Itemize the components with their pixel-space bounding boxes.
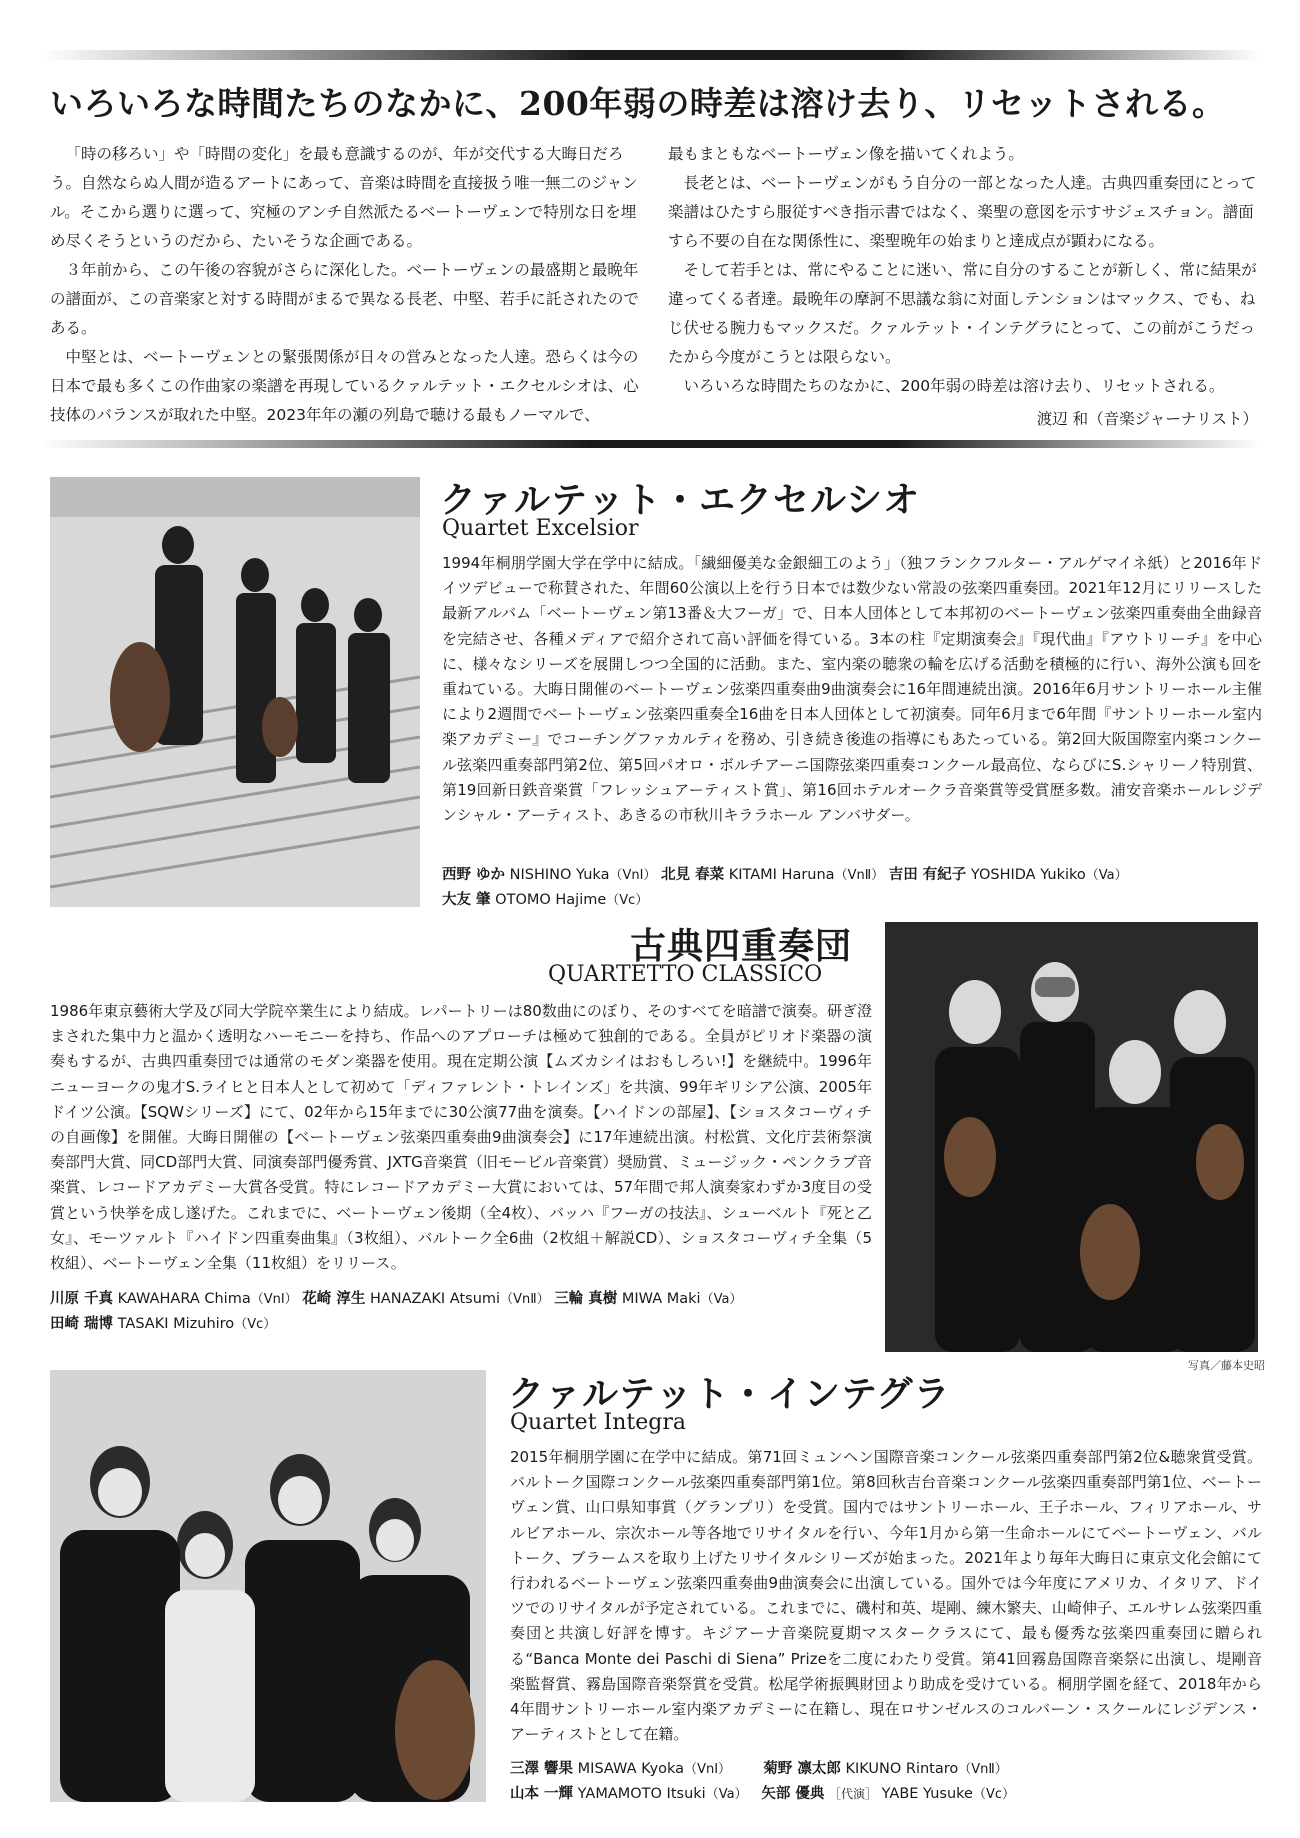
essay-paragraph: 長老とは、ベートーヴェンがもう自分の一部となった人達。古典四重奏団にとって楽譜はひたすら服従すべき指示書ではなく、楽聖の意図を示すサジェスチョン。譜面すら不要の自在な関係性に、楽聖晩年の始まりと達成点が顕わになる。 bbox=[668, 174, 1257, 250]
essay-paragraph: 「時の移ろい」や「時間の変化」を最も意識するのが、年が交代する大晦日だろう。自然ならぬ人間が造るアートにあって、音楽は時間を直接扱う唯一無二のジャンル。そこから選りに選って、究極のアンチ自然派たるベートーヴェンで特別な日を埋め尽くそうというのだから、たいそうな企画である。 bbox=[50, 145, 638, 250]
member: 大友 肇 OTOMO Hajime（Vc） bbox=[442, 892, 649, 908]
excelsior-bio: 1994年桐朋学園大学在学中に結成。「繊細優美な金銀細工のよう」（独フランクフルター・アルゲマイネ紙）と2016年ドイツデビューで称賛された、年間60公演以上を行う日本では数少ない常設の弦楽四重奏団。2021年12月にリリースした最新アルバム「ベートーヴェン第13番＆大フーガ」で、日本人団体として本邦初のベートーヴェン弦楽四重奏曲全曲録音を完結させ、各種メディアで紹介されて高い評価を得ている。3本の柱『定期演奏会』『現代曲』『アウトリーチ』を中心に、様々なシリーズを展開しつつ全国的に活動。また、室内楽の聴衆の輪を広げる活動を積極的に行い、海外公演も回を重ねている。大晦日開催のベートーヴェン弦楽四重奏曲9曲演奏会に16年間連続出演。2016年6月サントリーホール主催により2週間でベートーヴェン弦楽四重奏全16曲を日本人団体として初演奏。同年6月まで6年間『サントリーホール室内楽アカデミー』でコーチングファカルティを務め、引き続き後進の指導にもあたっている。第2回大阪国際室内楽コンクール弦楽四重奏部門第2位、第5回パオロ・ボルチアーニ国際弦楽四重奏コンクール最高位、ならびにS.シャリーノ特別賞、第19回新日鉄音楽賞「フレッシュアーティスト賞」、第16回ホテルオークラ音楽賞等受賞歴多数。浦安音楽ホールレジデンシャル・アーティスト、あきるの市秋川キララホール アンバサダー。 bbox=[442, 554, 1262, 825]
essay-paragraph: ３年前から、この午後の容貌がさらに深化した。ベートーヴェンの最盛期と最晩年の譜面が、この音楽家と対する時間がまるで異なる長老、中堅、若手に託されたのである。 bbox=[50, 261, 639, 337]
essay-paragraph: 最もまともなベートーヴェン像を描いてくれよう。 bbox=[668, 145, 1024, 163]
essay-paragraph: いろいろな時間たちのなかに、200年弱の時差は溶け去り、リセットされる。 bbox=[683, 377, 1225, 395]
member: 田崎 瑞博 TASAKI Mizuhiro（Vc） bbox=[50, 1316, 277, 1332]
essay-left-column bbox=[50, 140, 650, 430]
member: 三輪 真樹 MIWA Maki（Va） bbox=[554, 1291, 743, 1307]
member: 吉田 有紀子 YOSHIDA Yukiko（Va） bbox=[888, 867, 1128, 883]
classico-title: 古典四重奏団 bbox=[630, 926, 853, 967]
excelsior-title: クァルテット・エクセルシオ bbox=[440, 480, 921, 521]
essay-paragraph: 中堅とは、ベートーヴェンとの緊張関係が日々の営みとなった人達。恐らくは今の日本で最も多くこの作曲家の楽譜を再現しているクァルテット・エクセルシオは、心技体のバランスが取れた中堅。2023年年の瀬の列島で聴ける最もノーマルで、 bbox=[50, 348, 639, 424]
essay-paragraph: そして若手とは、常にやることに迷い、常に自分のすることが新しく、常に結果が違ってくる者達。最晩年の摩訶不思議な翁に対面しテンションはマックス、でも、ねじ伏せる腕力もマックスだ。クァルテット・インテグラにとって、この前がこうだったから今度がこうとは限らない。 bbox=[668, 261, 1257, 366]
classico-subtitle: QUARTETTO CLASSICO bbox=[548, 962, 823, 987]
integra-title: クァルテット・インテグラ bbox=[508, 1374, 951, 1415]
member: 三澤 響果 MISAWA Kyoka（VnⅠ） bbox=[510, 1761, 732, 1777]
photo-credit: 写真／藤本史昭 bbox=[1188, 1359, 1265, 1372]
member: 北見 春菜 KITAMI Haruna（VnⅡ） bbox=[661, 867, 885, 883]
member: 川原 千真 KAWAHARA Chima（VnⅠ） bbox=[50, 1291, 298, 1307]
classico-members bbox=[50, 1287, 872, 1337]
member: 菊野 凛太郎 KIKUNO Rintaro（VnⅡ） bbox=[763, 1761, 1008, 1777]
member: 矢部 優典 ［代演］ YABE Yusuke（Vc） bbox=[761, 1786, 1016, 1802]
top-divider bbox=[40, 50, 1260, 60]
classico-photo bbox=[885, 922, 1258, 1352]
member: 花崎 淳生 HANAZAKI Atsumi（VnⅡ） bbox=[302, 1291, 550, 1307]
essay-author: 渡辺 和（音楽ジャーナリスト） bbox=[1036, 410, 1258, 428]
excelsior-subtitle: Quartet Excelsior bbox=[442, 516, 639, 541]
page-headline: いろいろな時間たちのなかに、200年弱の時差は溶け去り、リセットされる。 bbox=[50, 84, 1226, 123]
integra-subtitle: Quartet Integra bbox=[510, 1410, 686, 1435]
integra-photo bbox=[50, 1370, 486, 1802]
integra-members bbox=[510, 1757, 1262, 1807]
integra-bio: 2015年桐朋学園に在学中に結成。第71回ミュンヘン国際音楽コンクール弦楽四重奏部門第2位&聴衆賞受賞。バルトーク国際コンクール弦楽四重奏部門第1位。第8回秋吉台音楽コンクール弦楽四重奏部門第1位、ベートーヴェン賞、山口県知事賞（グランプリ）を受賞。国内ではサントリーホール、王子ホール、フィリアホール、サルビアホール、宗次ホール等各地でリサイタルを行い、今年1月から第一生命ホールにてベートーヴェン、バルトーク、ブラームスを取り上げたリサイタルシリーズが始まった。2021年より毎年大晦日に東京文化会館にて行われるベートーヴェン弦楽四重奏曲9曲演奏会に出演している。国外では今年度にアメリカ、イタリア、ドイツでのリサイタルが予定されている。これまでに、磯村和英、堤剛、練木繁夫、山崎伸子、エルサレム弦楽四重奏団と共演し好評を博す。キジアーナ音楽院夏期マスタークラスにて、最も優秀な弦楽四重奏団に贈られる“Banca Monte dei Paschi di Siena” Prizeを二度にわたり受賞。第41回霧島国際音楽祭に出演し、堤剛音楽監督賞、霧島国際音楽祭賞を受賞。松尾学術振興財団より助成を受けている。桐朋学園を経て、2018年から4年間サントリーホール室内楽アカデミーに在籍し、現在ロサンゼルスのコルバーン・スクールにレジデンス・アーティストとして在籍。 bbox=[510, 1448, 1262, 1744]
member: 山本 一輝 YAMAMOTO Itsuki（Va） bbox=[510, 1786, 748, 1802]
section-divider bbox=[40, 440, 1260, 448]
essay-right-column bbox=[668, 140, 1258, 434]
excelsior-photo bbox=[50, 477, 420, 907]
classico-bio: 1986年東京藝術大学及び同大学院卒業生により結成。レパートリーは80数曲にのぼり、そのすべてを暗譜で演奏。研ぎ澄まされた集中力と温かく透明なハーモニーを持ち、作品へのアプローチは極めて独創的である。全員がピリオド楽器の演奏もするが、古典四重奏団では通常のモダン楽器を使用。現在定期公演【ムズカシイはおもしろい!】を継続中。1996年ニューヨークの鬼才S.ライヒと日本人として初めて「ディファレント・トレインズ」を共演、99年ギリシア公演、2005年ドイツ公演。【SQWシリーズ】にて、02年から15年までに30公演77曲を演奏。【ハイドンの部屋】、【ショスタコーヴィチの自画像】を開催。大晦日開催の【ベートーヴェン弦楽四重奏曲9曲演奏会】に17年連続出演。村松賞、文化庁芸術祭演奏部門大賞、同CD部門大賞、同演奏部門優秀賞、JXTG音楽賞（旧モービル音楽賞）奨励賞、ミュージック・ペンクラブ音楽賞、レコードアカデミー大賞各受賞。特にレコードアカデミー大賞においては、57年間で邦人演奏家わずか3度目の受賞という快挙を成し遂げた。これまでに、ベートーヴェン後期（全4枚）、バッハ『フーガの技法』、シューベルト『死と乙女』、モーツァルト『ハイドン四重奏曲集』（3枚組）、バルトーク全6曲（2枚組＋解説CD）、ショスタコーヴィチ全集（5枚組）、ベートーヴェン全集（11枚組）をリリース。 bbox=[50, 1002, 872, 1273]
excelsior-members bbox=[442, 863, 1262, 913]
member: 西野 ゆか NISHINO Yuka（VnⅠ） bbox=[442, 867, 657, 883]
